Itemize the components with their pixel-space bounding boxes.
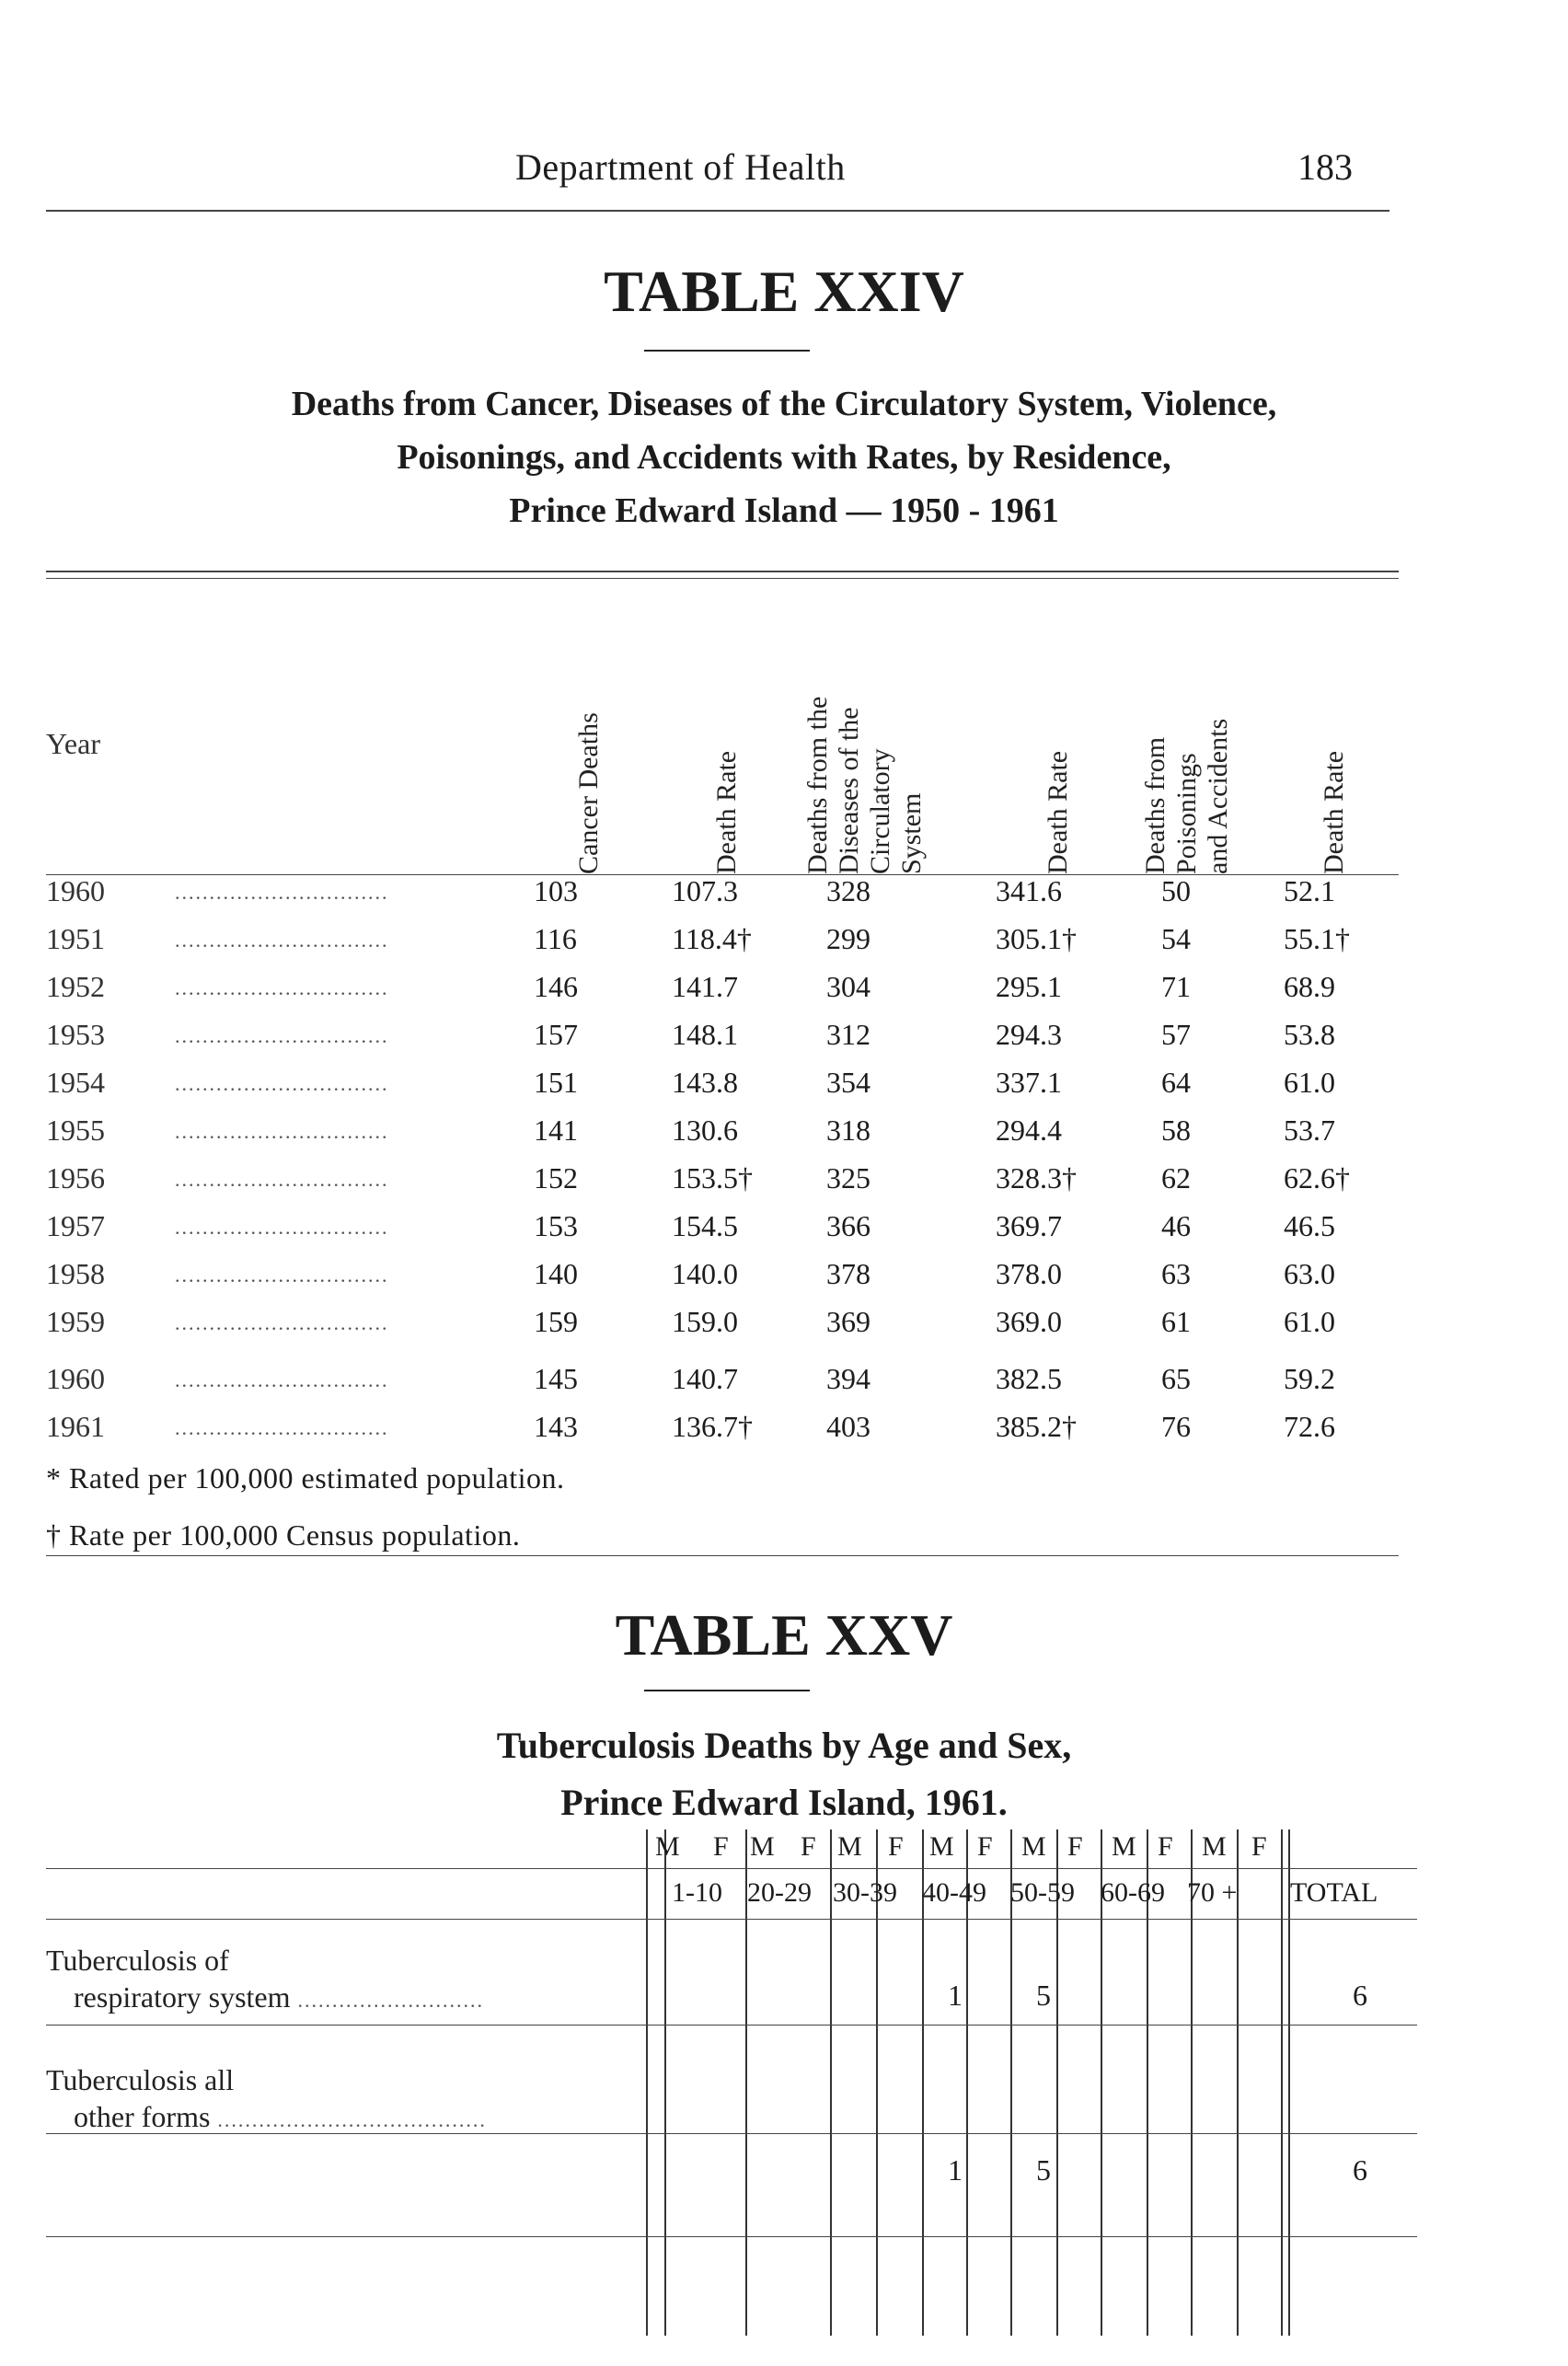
footnote: † Rate per 100,000 Census population.	[46, 1518, 521, 1552]
column-header-line: Cancer Deaths	[573, 712, 604, 874]
value-cell: 341.6	[996, 874, 1062, 907]
table-row	[46, 970, 1408, 1016]
year-cell: 1959	[46, 1305, 105, 1338]
value-cell: 61	[1161, 1305, 1191, 1338]
value-cell: 1	[948, 2153, 963, 2187]
table-row	[46, 1362, 1408, 1408]
value-cell: 304	[826, 970, 870, 1003]
value-cell: 325	[826, 1161, 870, 1195]
table-row	[46, 874, 1408, 920]
leader-dots: ...............................	[175, 1368, 389, 1391]
total-cell: 6	[1353, 2153, 1367, 2187]
leader-dots: ...............................	[175, 1311, 389, 1334]
value-cell: 354	[826, 1066, 870, 1099]
table-25-header-rule-2	[46, 1919, 1417, 1920]
leader-dots: ...............................	[175, 1072, 389, 1095]
leader-dots: ...............................	[175, 929, 389, 952]
sex-header: F	[888, 1831, 904, 1862]
value-cell: 305.1†	[996, 922, 1077, 955]
leader-dots: ...........................	[297, 1989, 484, 2012]
value-cell: 116	[534, 922, 577, 955]
value-cell: 107.3	[672, 874, 738, 907]
age-group-header: 70 +	[1187, 1877, 1238, 1908]
value-cell: 61.0	[1284, 1066, 1335, 1099]
page-number: 183	[1297, 146, 1353, 188]
row-label-line: Tuberculosis of	[46, 1944, 229, 1977]
column-divider	[646, 1829, 648, 2336]
table-row	[46, 1305, 1408, 1351]
sex-header: F	[801, 1831, 816, 1862]
age-group-header: 20-29	[747, 1877, 812, 1908]
column-header-circulatory-deaths	[801, 571, 929, 874]
column-header-line: Deaths from the	[802, 696, 833, 874]
value-cell: 72.6	[1284, 1410, 1335, 1443]
value-cell: 118.4†	[672, 922, 752, 955]
value-cell: 152	[534, 1161, 578, 1195]
sex-header: F	[1251, 1831, 1267, 1862]
value-cell: 46.5	[1284, 1209, 1335, 1242]
row-label-text: respiratory system	[74, 1980, 291, 2014]
row-label-line: Tuberculosis all	[46, 2063, 235, 2096]
value-cell: 394	[826, 1362, 870, 1395]
table-25-title: TABLE XXV	[615, 1602, 953, 1668]
value-cell: 57	[1161, 1018, 1191, 1051]
sex-header: M	[837, 1831, 862, 1862]
year-cell: 1957	[46, 1209, 105, 1242]
table-24-subtitle-line: Prince Edward Island — 1950 - 1961	[509, 491, 1059, 530]
year-cell: 1960	[46, 1362, 105, 1395]
age-group-header: 30-39	[833, 1877, 897, 1908]
footnote: * Rated per 100,000 estimated population.	[46, 1461, 565, 1495]
year-column-header: Year	[46, 727, 100, 760]
value-cell: 141.7	[672, 970, 738, 1003]
value-cell: 50	[1161, 874, 1191, 907]
value-cell: 140.0	[672, 1257, 738, 1290]
table-24-subtitle-line: Deaths from Cancer, Diseases of the Circulatory System, Violence,	[291, 385, 1277, 423]
year-cell: 1953	[46, 1018, 105, 1051]
value-cell: 294.3	[996, 1018, 1062, 1051]
value-cell: 369	[826, 1305, 870, 1338]
row-label-respiratory	[46, 1942, 484, 2019]
value-cell: 366	[826, 1209, 870, 1242]
value-cell: 154.5	[672, 1209, 738, 1242]
column-header-line: Diseases of the	[834, 707, 864, 874]
column-header-line: System	[896, 792, 927, 874]
leader-dots: ...............................	[175, 1024, 389, 1047]
value-cell: 294.4	[996, 1114, 1062, 1147]
age-group-header: 40-49	[922, 1877, 986, 1908]
sex-header: M	[929, 1831, 954, 1862]
leader-dots: ...............................	[175, 1416, 389, 1439]
age-group-header: 50-59	[1010, 1877, 1075, 1908]
sex-header: M	[750, 1831, 775, 1862]
column-divider	[664, 1829, 666, 2336]
total-header: TOTAL	[1290, 1877, 1378, 1908]
table-24-subtitle-line: Poisonings, and Accidents with Rates, by Residence,	[397, 438, 1171, 477]
header-rule	[46, 210, 1389, 212]
table-row	[46, 1114, 1408, 1160]
year-cell: 1961	[46, 1410, 105, 1443]
table-24-title: TABLE XXIV	[604, 259, 964, 324]
value-cell: 312	[826, 1018, 870, 1051]
table-24-title-rule	[644, 350, 810, 352]
sex-header: M	[1021, 1831, 1046, 1862]
value-cell: 64	[1161, 1066, 1191, 1099]
year-cell: 1958	[46, 1257, 105, 1290]
column-header-cancer-deaths	[525, 571, 653, 874]
leader-dots: ...............................	[175, 1168, 389, 1191]
year-cell: 1951	[46, 922, 105, 955]
value-cell: 369.0	[996, 1305, 1062, 1338]
table-row	[46, 1410, 1408, 1456]
column-header-death-rate-1	[663, 571, 791, 874]
column-header-line: Circulatory	[865, 748, 895, 874]
column-header-death-rate-3	[1270, 571, 1399, 874]
column-header-line: Death Rate	[711, 750, 742, 874]
value-cell: 55.1†	[1284, 922, 1350, 955]
table-25-subtitle-line: Prince Edward Island, 1961.	[560, 1782, 1008, 1823]
table-25-header-rule-1	[46, 1868, 1417, 1869]
column-divider	[830, 1829, 832, 2336]
year-cell: 1954	[46, 1066, 105, 1099]
table-25-row-rule	[46, 2025, 1417, 2026]
year-cell: 1956	[46, 1161, 105, 1195]
table-25-subtitle	[0, 1717, 1568, 1831]
value-cell: 103	[534, 874, 578, 907]
value-cell: 403	[826, 1410, 870, 1443]
value-cell: 153	[534, 1209, 578, 1242]
value-cell: 63	[1161, 1257, 1191, 1290]
value-cell: 328	[826, 874, 870, 907]
value-cell: 151	[534, 1066, 578, 1099]
value-cell: 62	[1161, 1161, 1191, 1195]
value-cell: 54	[1161, 922, 1191, 955]
table-row	[46, 1161, 1408, 1207]
value-cell: 157	[534, 1018, 578, 1051]
value-cell: 68.9	[1284, 970, 1335, 1003]
value-cell: 369.7	[996, 1209, 1062, 1242]
value-cell: 159	[534, 1305, 578, 1338]
value-cell: 65	[1161, 1362, 1191, 1395]
table-row	[46, 1209, 1408, 1255]
table-24-subtitle	[0, 377, 1568, 537]
value-cell: 143.8	[672, 1066, 738, 1099]
age-group-header: 1-10	[672, 1877, 722, 1908]
value-cell: 337.1	[996, 1066, 1062, 1099]
value-cell: 62.6†	[1284, 1161, 1350, 1195]
value-cell: 59.2	[1284, 1362, 1335, 1395]
table-row	[46, 922, 1408, 968]
value-cell: 385.2†	[996, 1410, 1077, 1443]
value-cell: 5	[1036, 2153, 1051, 2187]
leader-dots: ...............................	[175, 1216, 389, 1239]
leader-dots: .......................................	[217, 2108, 487, 2131]
sex-header: F	[977, 1831, 993, 1862]
column-header-line: and Accidents	[1203, 718, 1233, 874]
sex-header: M	[655, 1831, 680, 1862]
value-cell: 46	[1161, 1209, 1191, 1242]
table-25-bottom-rule	[46, 2236, 1417, 2237]
row-label-other-forms	[46, 2061, 487, 2139]
value-cell: 63.0	[1284, 1257, 1335, 1290]
table-row	[46, 1066, 1408, 1112]
value-cell: 140.7	[672, 1362, 738, 1395]
table-25-row-rule	[46, 2133, 1417, 2134]
value-cell: 378	[826, 1257, 870, 1290]
value-cell: 136.7†	[672, 1410, 753, 1443]
value-cell: 61.0	[1284, 1305, 1335, 1338]
value-cell: 58	[1161, 1114, 1191, 1147]
table-24-bottom-rule	[46, 1555, 1399, 1556]
row-label-line	[46, 1979, 484, 2019]
value-cell: 53.8	[1284, 1018, 1335, 1051]
value-cell: 159.0	[672, 1305, 738, 1338]
value-cell: 148.1	[672, 1018, 738, 1051]
table-row	[46, 1257, 1408, 1303]
value-cell: 1	[948, 1979, 963, 2012]
value-cell: 299	[826, 922, 870, 955]
column-header-line: Poisonings	[1171, 753, 1202, 874]
row-label-text: other forms	[74, 2100, 211, 2133]
sex-header: M	[1112, 1831, 1136, 1862]
value-cell: 295.1	[996, 970, 1062, 1003]
year-cell: 1955	[46, 1114, 105, 1147]
value-cell: 318	[826, 1114, 870, 1147]
value-cell: 53.7	[1284, 1114, 1335, 1147]
value-cell: 76	[1161, 1410, 1191, 1443]
value-cell: 143	[534, 1410, 578, 1443]
value-cell: 382.5	[996, 1362, 1062, 1395]
value-cell: 5	[1036, 1979, 1051, 2012]
value-cell: 141	[534, 1114, 578, 1147]
sex-header: F	[1067, 1831, 1083, 1862]
leader-dots: ...............................	[175, 881, 389, 904]
column-header-line: Death Rate	[1043, 750, 1073, 874]
year-cell: 1960	[46, 874, 105, 907]
total-cell: 6	[1353, 1979, 1367, 2012]
leader-dots: ...............................	[175, 976, 389, 999]
value-cell: 328.3†	[996, 1161, 1077, 1195]
column-header-death-rate-2	[994, 571, 1123, 874]
sex-header: F	[713, 1831, 729, 1862]
value-cell: 130.6	[672, 1114, 738, 1147]
leader-dots: ...............................	[175, 1120, 389, 1143]
running-head: Department of Health	[515, 146, 846, 188]
table-25-title-rule	[644, 1690, 810, 1691]
value-cell: 71	[1161, 970, 1191, 1003]
table-25-subtitle-line: Tuberculosis Deaths by Age and Sex,	[496, 1725, 1072, 1766]
year-cell: 1952	[46, 970, 105, 1003]
leader-dots: ...............................	[175, 1264, 389, 1287]
column-header-accident-deaths	[1123, 571, 1251, 874]
value-cell: 145	[534, 1362, 578, 1395]
value-cell: 153.5†	[672, 1161, 753, 1195]
column-header-line: Death Rate	[1319, 750, 1349, 874]
sex-header: F	[1158, 1831, 1173, 1862]
value-cell: 140	[534, 1257, 578, 1290]
table-row	[46, 1018, 1408, 1064]
sex-header: M	[1202, 1831, 1227, 1862]
age-group-header: 60-69	[1101, 1877, 1165, 1908]
value-cell: 52.1	[1284, 874, 1335, 907]
column-header-line: Deaths from	[1140, 736, 1170, 874]
column-divider	[1281, 1829, 1283, 2336]
value-cell: 378.0	[996, 1257, 1062, 1290]
value-cell: 146	[534, 970, 578, 1003]
